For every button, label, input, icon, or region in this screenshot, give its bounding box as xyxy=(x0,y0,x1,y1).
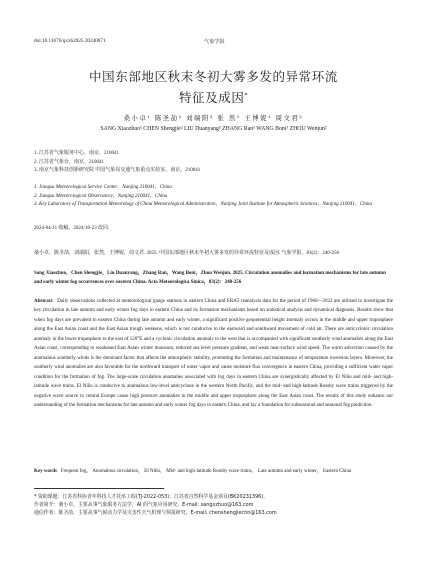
title-line-1: 中国东部地区秋末冬初大雾多发的异常环流 xyxy=(89,69,338,84)
affiliations-chinese xyxy=(34,150,393,176)
affiliation-item: 3. 南京气象科技创新研究院 中国气象局交通气象重点实验室，南京，210041 xyxy=(34,168,201,174)
abstract-text: Daily observations collected at meteorological gauge stations in eastern China and ERA5 reanalysis data for the period of 1960—2022 are utilized to investigate the key circulation in late autumn and early winter fog days in eastern China and its formation mechanisms based on statistical analysis and dynamical diagnosis. Results show that when fog days are prevalent in eastern China during late autumn and early winter, a significant positive geopotential height anomaly occurs in the middle and upper troposphere along the East Asian coast and the East Asian trough weakens, which is not conducive to the eastward and southward movement of cold air. There are anticyclonic circulation anomaly in the lower troposphere to the east of 120°E and a cyclonic circulation anomaly to the west that is accompanied with significant southerly wind anomalies along the East Asian coast, corresponding to weakened East Asian winter monsoon, reduced sea level pressure gradient, and weak near-surface wind speed. The warm advection caused by the anomalous southerly winds is the dominant factor that affects the atmospheric stability, promoting the formation and maintenance of temperature inversion layers. Moreover, the southerly wind anomalies are also favorable for the northward transport of water vapor and cause moisture flux convergence in eastern China, providing a sufficient water vapor condition for the formation of fog. The large-scale circulation anomalies associated with fog days in eastern China are synergistically affected by El Niño and mid- and high-latitude wave trains. El Niño is conducive to anomalous low-level anticyclone in the western North Pacific, and the mid- and high-latitude Rossby wave trains triggered by the negative wave source in central Europe cause high pressure anomalies in the middle and upper troposphere along the East Asian coast. The results of this study enhance our understanding of the formation mechanisms for late autumn and early winter fog days in eastern China, and lay a foundation for subseasonal and seasonal fog prediction. xyxy=(34,299,393,408)
affiliation-item: 1. 江苏省气象服务中心，南京，210041 xyxy=(34,151,120,156)
authors-chinese: 桑小卓¹ 陈圣劼² 刘端阳³ 张 然¹ 王博妮¹ 周文君² xyxy=(123,114,304,122)
affiliation-item: 1. Jiangsu Meteorological Service Center，Nanjing 210041，China xyxy=(34,185,172,190)
paper-title xyxy=(34,67,393,107)
abstract-label: Abstract xyxy=(34,299,53,304)
received-revised-dates: 2024-04-11 收稿，2024-10-23 改回. xyxy=(34,226,110,231)
journal-name: 气象学报 xyxy=(204,39,225,45)
citation-english: Sang Xiaozhuo，Chen Shengjie，Liu Duanyang，Zhang Ran，Wang Boni，Zhou Wenjun. 2025. Circulation anomalies and formation mechanisms for late autumn and early winter fog occurrences over eastern China. Acta Meteorologica Sinica，83(2)：240-256 xyxy=(34,271,386,285)
abstract-section xyxy=(34,297,393,410)
citation-chinese: 桑小卓，陈圣劼，刘端阳，张然，王博妮，周文君. 2025. 中国东部地区秋末冬初大雾多发的异常环流特征及成因. 气象学报，83(2)：240-256 xyxy=(34,251,340,256)
keywords-section xyxy=(34,467,393,476)
affiliation-item: 2. 江苏省气象台，南京，210041 xyxy=(34,159,105,165)
footnotes xyxy=(34,494,393,517)
footnote-funding: * 资助课题：江苏省科协青年科技人才托举工程(TJ-2022-053)；江苏省自然科学基金项目(BK20231396)。 xyxy=(34,494,269,500)
footnote-author: 作者简介：桑小卓，主要从事气象服务方法学，AI 的气象应用研究。E-mail: sangxzhuo@163.com xyxy=(34,501,254,508)
footnote-divider xyxy=(34,488,164,489)
affiliations-english xyxy=(34,184,393,210)
title-footnote-mark: * xyxy=(244,92,249,99)
keywords-label: Key words xyxy=(34,469,57,474)
footnote-corresponding: 通信作者：陈圣劼，主要从事气候动力学及灾害性天气机理与预报研究。E-mail: chenshengjiechn@163.com xyxy=(34,509,277,516)
authors-english: SANG Xiaozhuo¹ CHEN Shengjie² LIU Duanyang³ ZHANG Ran¹ WANG Boni¹ ZHOU Wenjun² xyxy=(100,126,327,132)
keywords-text: Frequent fog， Anomalous circulation， El Niño， Mid- and high-latitude Rossby wave trains， Late autumn and early winter， Eastern China xyxy=(60,469,352,474)
affiliation-item: 2. Jiangsu Meteorological Observatory，Nanjing 210041，China xyxy=(34,193,168,199)
affiliation-item: 3. Key Laboratory of Transportation Meteorology of China Meteorological Administration，Nanjing Joint Institute for Atmospheric Sciences，Nanjing 210041，China xyxy=(34,202,373,208)
title-line-2: 特征及成因 xyxy=(178,90,245,106)
doi-text: doi:10.11676/qxxb2025.20240071 xyxy=(34,38,106,44)
